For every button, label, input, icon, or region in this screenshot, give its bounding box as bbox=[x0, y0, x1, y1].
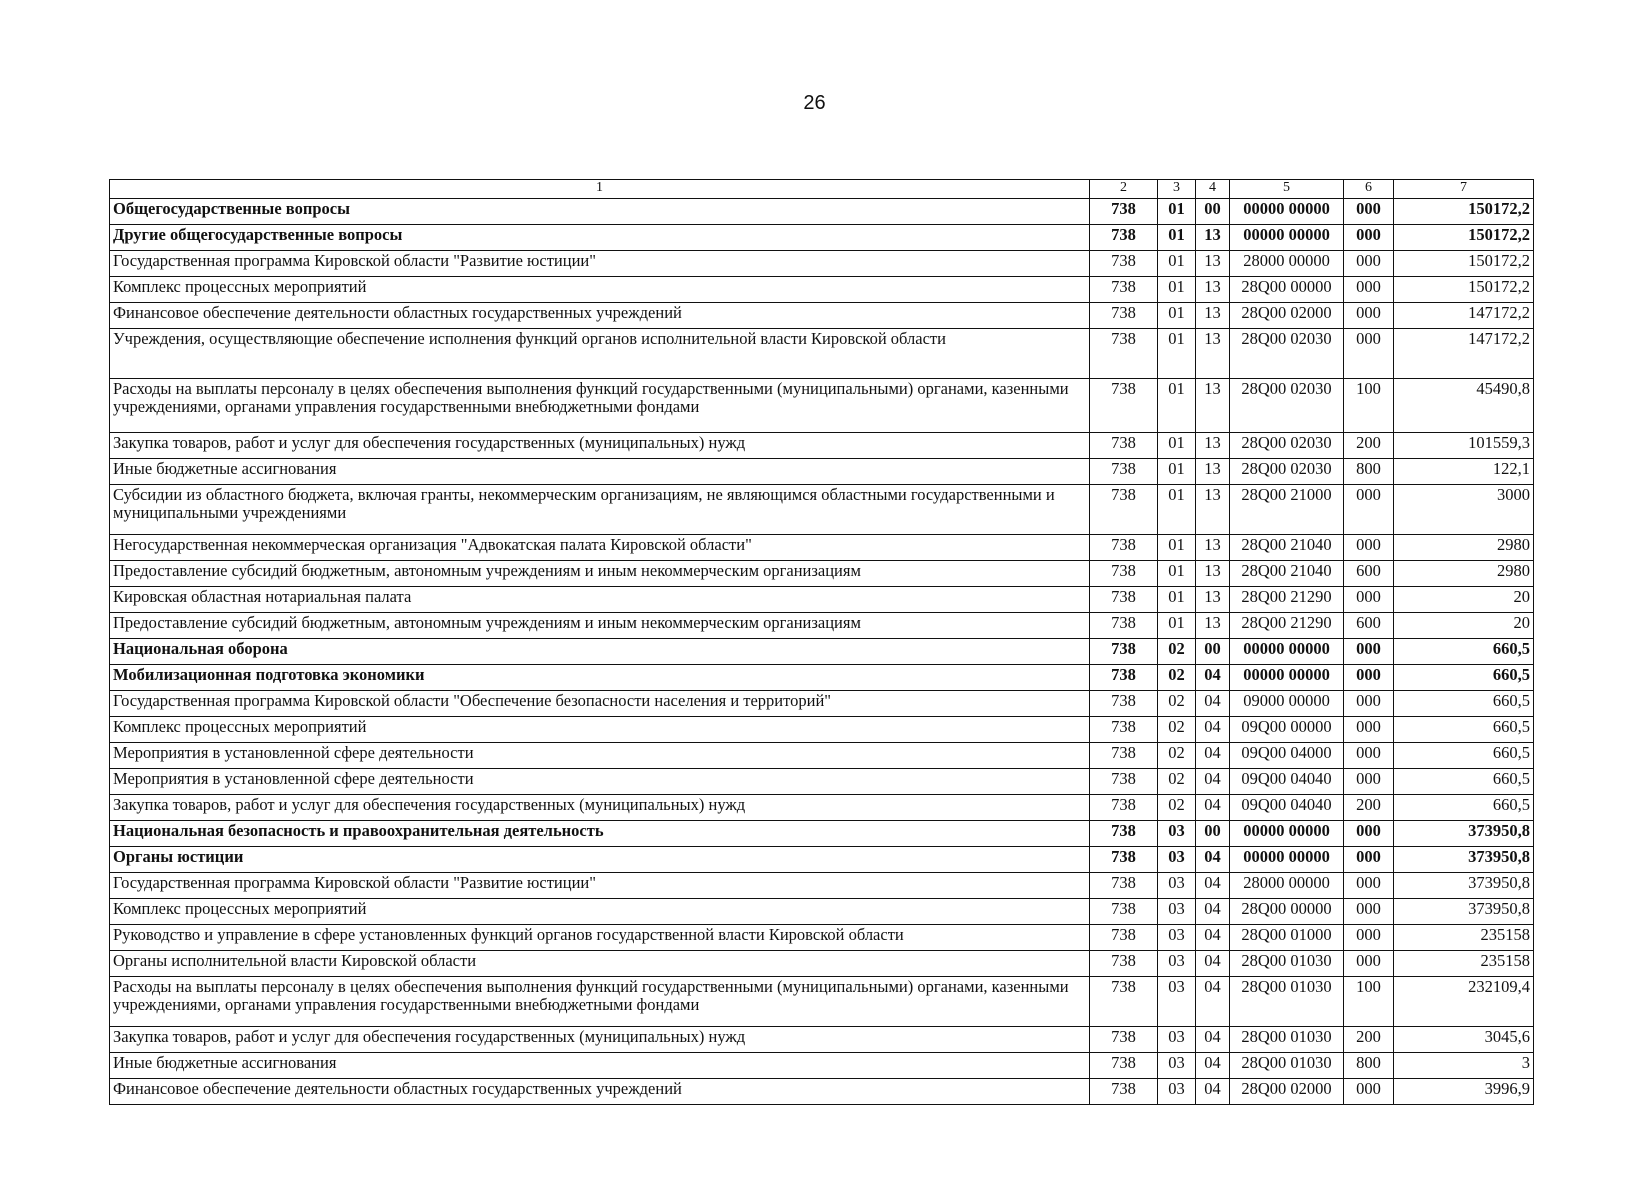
target-article-cell: 28Q00 02030 bbox=[1230, 459, 1344, 485]
expense-type-cell: 000 bbox=[1344, 873, 1394, 899]
subsection-code-cell: 04 bbox=[1196, 847, 1230, 873]
target-article-cell: 28Q00 21000 bbox=[1230, 485, 1344, 535]
table-row bbox=[110, 433, 1534, 459]
section-code-cell: 01 bbox=[1158, 303, 1196, 329]
expense-type-cell: 000 bbox=[1344, 535, 1394, 561]
amount-cell: 147172,2 bbox=[1394, 329, 1534, 379]
section-code-cell: 03 bbox=[1158, 1053, 1196, 1079]
subsection-code-cell: 13 bbox=[1196, 535, 1230, 561]
section-code-cell: 02 bbox=[1158, 691, 1196, 717]
amount-cell: 2980 bbox=[1394, 561, 1534, 587]
expense-type-cell: 000 bbox=[1344, 639, 1394, 665]
admin-code-cell: 738 bbox=[1090, 1027, 1158, 1053]
column-header: 3 bbox=[1158, 180, 1196, 199]
expense-type-cell: 000 bbox=[1344, 899, 1394, 925]
section-code-cell: 01 bbox=[1158, 561, 1196, 587]
subsection-code-cell: 04 bbox=[1196, 1027, 1230, 1053]
column-header: 1 bbox=[110, 180, 1090, 199]
target-article-cell: 28Q00 00000 bbox=[1230, 899, 1344, 925]
expense-type-cell: 000 bbox=[1344, 951, 1394, 977]
admin-code-cell: 738 bbox=[1090, 795, 1158, 821]
item-name-cell: Общегосударственные вопросы bbox=[110, 199, 1090, 225]
subsection-code-cell: 13 bbox=[1196, 379, 1230, 433]
admin-code-cell: 738 bbox=[1090, 485, 1158, 535]
target-article-cell: 28Q00 21290 bbox=[1230, 613, 1344, 639]
item-name-cell: Учреждения, осуществляющие обеспечение исполнения функций органов исполнительной власти Кировской области bbox=[110, 329, 1090, 379]
section-code-cell: 02 bbox=[1158, 665, 1196, 691]
table-header-row bbox=[110, 180, 1534, 199]
item-name-cell: Предоставление субсидий бюджетным, автономным учреждениям и иным некоммерческим организациям bbox=[110, 561, 1090, 587]
admin-code-cell: 738 bbox=[1090, 717, 1158, 743]
subsection-code-cell: 13 bbox=[1196, 303, 1230, 329]
subsection-code-cell: 04 bbox=[1196, 925, 1230, 951]
target-article-cell: 28Q00 21040 bbox=[1230, 535, 1344, 561]
amount-cell: 660,5 bbox=[1394, 717, 1534, 743]
admin-code-cell: 738 bbox=[1090, 1079, 1158, 1105]
expense-type-cell: 200 bbox=[1344, 795, 1394, 821]
admin-code-cell: 738 bbox=[1090, 277, 1158, 303]
subsection-code-cell: 00 bbox=[1196, 821, 1230, 847]
admin-code-cell: 738 bbox=[1090, 459, 1158, 485]
amount-cell: 101559,3 bbox=[1394, 433, 1534, 459]
amount-cell: 150172,2 bbox=[1394, 199, 1534, 225]
expense-type-cell: 000 bbox=[1344, 303, 1394, 329]
table-row bbox=[110, 1027, 1534, 1053]
subsection-code-cell: 04 bbox=[1196, 769, 1230, 795]
admin-code-cell: 738 bbox=[1090, 639, 1158, 665]
amount-cell: 45490,8 bbox=[1394, 379, 1534, 433]
subsection-code-cell: 00 bbox=[1196, 199, 1230, 225]
table-row bbox=[110, 743, 1534, 769]
section-code-cell: 03 bbox=[1158, 1027, 1196, 1053]
item-name-cell: Расходы на выплаты персоналу в целях обеспечения выполнения функций государственными (муниципальными) органами, казенными учреждениями, органами управления государственными внебюджетными фондами bbox=[110, 977, 1090, 1027]
section-code-cell: 01 bbox=[1158, 199, 1196, 225]
expense-type-cell: 000 bbox=[1344, 743, 1394, 769]
table-row bbox=[110, 977, 1534, 1027]
amount-cell: 3000 bbox=[1394, 485, 1534, 535]
section-code-cell: 03 bbox=[1158, 951, 1196, 977]
table-row bbox=[110, 795, 1534, 821]
subsection-code-cell: 04 bbox=[1196, 951, 1230, 977]
target-article-cell: 28Q00 02000 bbox=[1230, 1079, 1344, 1105]
target-article-cell: 28Q00 01000 bbox=[1230, 925, 1344, 951]
expense-type-cell: 100 bbox=[1344, 977, 1394, 1027]
section-code-cell: 01 bbox=[1158, 329, 1196, 379]
item-name-cell: Иные бюджетные ассигнования bbox=[110, 1053, 1090, 1079]
item-name-cell: Мобилизационная подготовка экономики bbox=[110, 665, 1090, 691]
subsection-code-cell: 04 bbox=[1196, 977, 1230, 1027]
target-article-cell: 28Q00 01030 bbox=[1230, 1027, 1344, 1053]
target-article-cell: 00000 00000 bbox=[1230, 847, 1344, 873]
item-name-cell: Государственная программа Кировской области "Развитие юстиции" bbox=[110, 251, 1090, 277]
item-name-cell: Национальная безопасность и правоохранительная деятельность bbox=[110, 821, 1090, 847]
item-name-cell: Другие общегосударственные вопросы bbox=[110, 225, 1090, 251]
amount-cell: 150172,2 bbox=[1394, 225, 1534, 251]
section-code-cell: 02 bbox=[1158, 743, 1196, 769]
subsection-code-cell: 00 bbox=[1196, 639, 1230, 665]
item-name-cell: Национальная оборона bbox=[110, 639, 1090, 665]
target-article-cell: 28Q00 02030 bbox=[1230, 379, 1344, 433]
target-article-cell: 28Q00 00000 bbox=[1230, 277, 1344, 303]
target-article-cell: 00000 00000 bbox=[1230, 199, 1344, 225]
table-row bbox=[110, 613, 1534, 639]
target-article-cell: 00000 00000 bbox=[1230, 225, 1344, 251]
subsection-code-cell: 04 bbox=[1196, 873, 1230, 899]
expense-type-cell: 800 bbox=[1344, 1053, 1394, 1079]
table-row bbox=[110, 459, 1534, 485]
table-row bbox=[110, 1079, 1534, 1105]
item-name-cell: Расходы на выплаты персоналу в целях обеспечения выполнения функций государственными (муниципальными) органами, казенными учреждениями, органами управления государственными внебюджетными фондами bbox=[110, 379, 1090, 433]
amount-cell: 660,5 bbox=[1394, 743, 1534, 769]
expense-type-cell: 000 bbox=[1344, 199, 1394, 225]
admin-code-cell: 738 bbox=[1090, 251, 1158, 277]
amount-cell: 3045,6 bbox=[1394, 1027, 1534, 1053]
subsection-code-cell: 04 bbox=[1196, 717, 1230, 743]
item-name-cell: Мероприятия в установленной сфере деятельности bbox=[110, 769, 1090, 795]
target-article-cell: 09Q00 04040 bbox=[1230, 769, 1344, 795]
amount-cell: 235158 bbox=[1394, 951, 1534, 977]
expense-type-cell: 200 bbox=[1344, 1027, 1394, 1053]
expense-type-cell: 000 bbox=[1344, 769, 1394, 795]
admin-code-cell: 738 bbox=[1090, 821, 1158, 847]
target-article-cell: 28Q00 02030 bbox=[1230, 329, 1344, 379]
table-row bbox=[110, 485, 1534, 535]
item-name-cell: Руководство и управление в сфере установленных функций органов государственной власти Кировской области bbox=[110, 925, 1090, 951]
subsection-code-cell: 13 bbox=[1196, 277, 1230, 303]
item-name-cell: Субсидии из областного бюджета, включая гранты, некоммерческим организациям, не являющимся областными государственными и муниципальными учреждениями bbox=[110, 485, 1090, 535]
table-row bbox=[110, 587, 1534, 613]
amount-cell: 150172,2 bbox=[1394, 277, 1534, 303]
amount-cell: 122,1 bbox=[1394, 459, 1534, 485]
subsection-code-cell: 13 bbox=[1196, 459, 1230, 485]
subsection-code-cell: 04 bbox=[1196, 795, 1230, 821]
amount-cell: 3 bbox=[1394, 1053, 1534, 1079]
admin-code-cell: 738 bbox=[1090, 561, 1158, 587]
column-header: 5 bbox=[1230, 180, 1344, 199]
admin-code-cell: 738 bbox=[1090, 535, 1158, 561]
column-header: 2 bbox=[1090, 180, 1158, 199]
target-article-cell: 28Q00 21290 bbox=[1230, 587, 1344, 613]
subsection-code-cell: 13 bbox=[1196, 433, 1230, 459]
section-code-cell: 03 bbox=[1158, 1079, 1196, 1105]
admin-code-cell: 738 bbox=[1090, 873, 1158, 899]
subsection-code-cell: 13 bbox=[1196, 561, 1230, 587]
amount-cell: 147172,2 bbox=[1394, 303, 1534, 329]
table-row bbox=[110, 925, 1534, 951]
expense-type-cell: 000 bbox=[1344, 821, 1394, 847]
admin-code-cell: 738 bbox=[1090, 433, 1158, 459]
table-row bbox=[110, 225, 1534, 251]
section-code-cell: 01 bbox=[1158, 433, 1196, 459]
column-header: 6 bbox=[1344, 180, 1394, 199]
item-name-cell: Негосударственная некоммерческая организация "Адвокатская палата Кировской области" bbox=[110, 535, 1090, 561]
table-row bbox=[110, 277, 1534, 303]
item-name-cell: Комплекс процессных мероприятий bbox=[110, 899, 1090, 925]
section-code-cell: 01 bbox=[1158, 379, 1196, 433]
section-code-cell: 01 bbox=[1158, 535, 1196, 561]
table-row bbox=[110, 251, 1534, 277]
item-name-cell: Закупка товаров, работ и услуг для обеспечения государственных (муниципальных) нужд bbox=[110, 433, 1090, 459]
admin-code-cell: 738 bbox=[1090, 847, 1158, 873]
column-header: 7 bbox=[1394, 180, 1534, 199]
item-name-cell: Финансовое обеспечение деятельности областных государственных учреждений bbox=[110, 303, 1090, 329]
subsection-code-cell: 13 bbox=[1196, 225, 1230, 251]
table-row bbox=[110, 821, 1534, 847]
item-name-cell: Кировская областная нотариальная палата bbox=[110, 587, 1090, 613]
admin-code-cell: 738 bbox=[1090, 303, 1158, 329]
amount-cell: 150172,2 bbox=[1394, 251, 1534, 277]
table-row bbox=[110, 379, 1534, 433]
table-row bbox=[110, 639, 1534, 665]
section-code-cell: 01 bbox=[1158, 587, 1196, 613]
amount-cell: 660,5 bbox=[1394, 691, 1534, 717]
target-article-cell: 28Q00 21040 bbox=[1230, 561, 1344, 587]
admin-code-cell: 738 bbox=[1090, 225, 1158, 251]
admin-code-cell: 738 bbox=[1090, 743, 1158, 769]
section-code-cell: 03 bbox=[1158, 899, 1196, 925]
subsection-code-cell: 04 bbox=[1196, 665, 1230, 691]
table-row bbox=[110, 769, 1534, 795]
expense-type-cell: 000 bbox=[1344, 925, 1394, 951]
admin-code-cell: 738 bbox=[1090, 691, 1158, 717]
admin-code-cell: 738 bbox=[1090, 613, 1158, 639]
item-name-cell: Комплекс процессных мероприятий bbox=[110, 277, 1090, 303]
admin-code-cell: 738 bbox=[1090, 899, 1158, 925]
admin-code-cell: 738 bbox=[1090, 665, 1158, 691]
table-row bbox=[110, 899, 1534, 925]
table-body bbox=[110, 199, 1534, 1105]
amount-cell: 20 bbox=[1394, 587, 1534, 613]
item-name-cell: Закупка товаров, работ и услуг для обеспечения государственных (муниципальных) нужд bbox=[110, 795, 1090, 821]
expense-type-cell: 000 bbox=[1344, 587, 1394, 613]
target-article-cell: 09Q00 04000 bbox=[1230, 743, 1344, 769]
table-row bbox=[110, 951, 1534, 977]
subsection-code-cell: 13 bbox=[1196, 613, 1230, 639]
target-article-cell: 00000 00000 bbox=[1230, 665, 1344, 691]
amount-cell: 3996,9 bbox=[1394, 1079, 1534, 1105]
expense-type-cell: 000 bbox=[1344, 225, 1394, 251]
item-name-cell: Мероприятия в установленной сфере деятельности bbox=[110, 743, 1090, 769]
admin-code-cell: 738 bbox=[1090, 925, 1158, 951]
amount-cell: 660,5 bbox=[1394, 795, 1534, 821]
amount-cell: 660,5 bbox=[1394, 665, 1534, 691]
expense-type-cell: 600 bbox=[1344, 613, 1394, 639]
table-row bbox=[110, 561, 1534, 587]
item-name-cell: Иные бюджетные ассигнования bbox=[110, 459, 1090, 485]
target-article-cell: 28000 00000 bbox=[1230, 873, 1344, 899]
subsection-code-cell: 13 bbox=[1196, 587, 1230, 613]
subsection-code-cell: 13 bbox=[1196, 485, 1230, 535]
subsection-code-cell: 13 bbox=[1196, 251, 1230, 277]
expense-type-cell: 000 bbox=[1344, 485, 1394, 535]
subsection-code-cell: 04 bbox=[1196, 899, 1230, 925]
table-row bbox=[110, 873, 1534, 899]
expense-type-cell: 000 bbox=[1344, 847, 1394, 873]
table-row bbox=[110, 691, 1534, 717]
section-code-cell: 02 bbox=[1158, 717, 1196, 743]
table-row bbox=[110, 717, 1534, 743]
expense-type-cell: 000 bbox=[1344, 665, 1394, 691]
item-name-cell: Органы юстиции bbox=[110, 847, 1090, 873]
target-article-cell: 28Q00 02000 bbox=[1230, 303, 1344, 329]
table-row bbox=[110, 665, 1534, 691]
item-name-cell: Комплекс процессных мероприятий bbox=[110, 717, 1090, 743]
amount-cell: 373950,8 bbox=[1394, 821, 1534, 847]
item-name-cell: Государственная программа Кировской области "Развитие юстиции" bbox=[110, 873, 1090, 899]
amount-cell: 2980 bbox=[1394, 535, 1534, 561]
expense-type-cell: 000 bbox=[1344, 251, 1394, 277]
amount-cell: 373950,8 bbox=[1394, 847, 1534, 873]
section-code-cell: 02 bbox=[1158, 639, 1196, 665]
amount-cell: 235158 bbox=[1394, 925, 1534, 951]
admin-code-cell: 738 bbox=[1090, 977, 1158, 1027]
item-name-cell: Предоставление субсидий бюджетным, автономным учреждениям и иным некоммерческим организациям bbox=[110, 613, 1090, 639]
expense-type-cell: 000 bbox=[1344, 277, 1394, 303]
section-code-cell: 01 bbox=[1158, 277, 1196, 303]
section-code-cell: 03 bbox=[1158, 821, 1196, 847]
target-article-cell: 28Q00 02030 bbox=[1230, 433, 1344, 459]
subsection-code-cell: 04 bbox=[1196, 691, 1230, 717]
subsection-code-cell: 13 bbox=[1196, 329, 1230, 379]
expense-type-cell: 000 bbox=[1344, 329, 1394, 379]
page-number: 26 bbox=[803, 92, 826, 114]
section-code-cell: 01 bbox=[1158, 485, 1196, 535]
table-row bbox=[110, 199, 1534, 225]
target-article-cell: 28Q00 01030 bbox=[1230, 1053, 1344, 1079]
target-article-cell: 28Q00 01030 bbox=[1230, 977, 1344, 1027]
section-code-cell: 01 bbox=[1158, 613, 1196, 639]
target-article-cell: 00000 00000 bbox=[1230, 639, 1344, 665]
column-header: 4 bbox=[1196, 180, 1230, 199]
amount-cell: 660,5 bbox=[1394, 769, 1534, 795]
table-row bbox=[110, 847, 1534, 873]
item-name-cell: Финансовое обеспечение деятельности областных государственных учреждений bbox=[110, 1079, 1090, 1105]
admin-code-cell: 738 bbox=[1090, 769, 1158, 795]
admin-code-cell: 738 bbox=[1090, 379, 1158, 433]
subsection-code-cell: 04 bbox=[1196, 1079, 1230, 1105]
target-article-cell: 28Q00 01030 bbox=[1230, 951, 1344, 977]
expense-type-cell: 000 bbox=[1344, 691, 1394, 717]
table-row bbox=[110, 303, 1534, 329]
admin-code-cell: 738 bbox=[1090, 587, 1158, 613]
item-name-cell: Государственная программа Кировской области "Обеспечение безопасности населения и территорий" bbox=[110, 691, 1090, 717]
section-code-cell: 01 bbox=[1158, 225, 1196, 251]
section-code-cell: 02 bbox=[1158, 769, 1196, 795]
target-article-cell: 09Q00 04040 bbox=[1230, 795, 1344, 821]
subsection-code-cell: 04 bbox=[1196, 1053, 1230, 1079]
budget-table bbox=[109, 179, 1534, 1105]
target-article-cell: 09000 00000 bbox=[1230, 691, 1344, 717]
amount-cell: 373950,8 bbox=[1394, 899, 1534, 925]
expense-type-cell: 600 bbox=[1344, 561, 1394, 587]
amount-cell: 232109,4 bbox=[1394, 977, 1534, 1027]
section-code-cell: 03 bbox=[1158, 977, 1196, 1027]
target-article-cell: 09Q00 00000 bbox=[1230, 717, 1344, 743]
expense-type-cell: 200 bbox=[1344, 433, 1394, 459]
expense-type-cell: 100 bbox=[1344, 379, 1394, 433]
expense-type-cell: 000 bbox=[1344, 1079, 1394, 1105]
admin-code-cell: 738 bbox=[1090, 329, 1158, 379]
amount-cell: 373950,8 bbox=[1394, 873, 1534, 899]
subsection-code-cell: 04 bbox=[1196, 743, 1230, 769]
expense-type-cell: 800 bbox=[1344, 459, 1394, 485]
amount-cell: 660,5 bbox=[1394, 639, 1534, 665]
amount-cell: 20 bbox=[1394, 613, 1534, 639]
admin-code-cell: 738 bbox=[1090, 199, 1158, 225]
table-row bbox=[110, 329, 1534, 379]
admin-code-cell: 738 bbox=[1090, 951, 1158, 977]
admin-code-cell: 738 bbox=[1090, 1053, 1158, 1079]
section-code-cell: 03 bbox=[1158, 925, 1196, 951]
section-code-cell: 01 bbox=[1158, 251, 1196, 277]
item-name-cell: Органы исполнительной власти Кировской области bbox=[110, 951, 1090, 977]
target-article-cell: 00000 00000 bbox=[1230, 821, 1344, 847]
target-article-cell: 28000 00000 bbox=[1230, 251, 1344, 277]
table-row bbox=[110, 535, 1534, 561]
section-code-cell: 01 bbox=[1158, 459, 1196, 485]
table-row bbox=[110, 1053, 1534, 1079]
item-name-cell: Закупка товаров, работ и услуг для обеспечения государственных (муниципальных) нужд bbox=[110, 1027, 1090, 1053]
section-code-cell: 03 bbox=[1158, 847, 1196, 873]
section-code-cell: 02 bbox=[1158, 795, 1196, 821]
section-code-cell: 03 bbox=[1158, 873, 1196, 899]
expense-type-cell: 000 bbox=[1344, 717, 1394, 743]
